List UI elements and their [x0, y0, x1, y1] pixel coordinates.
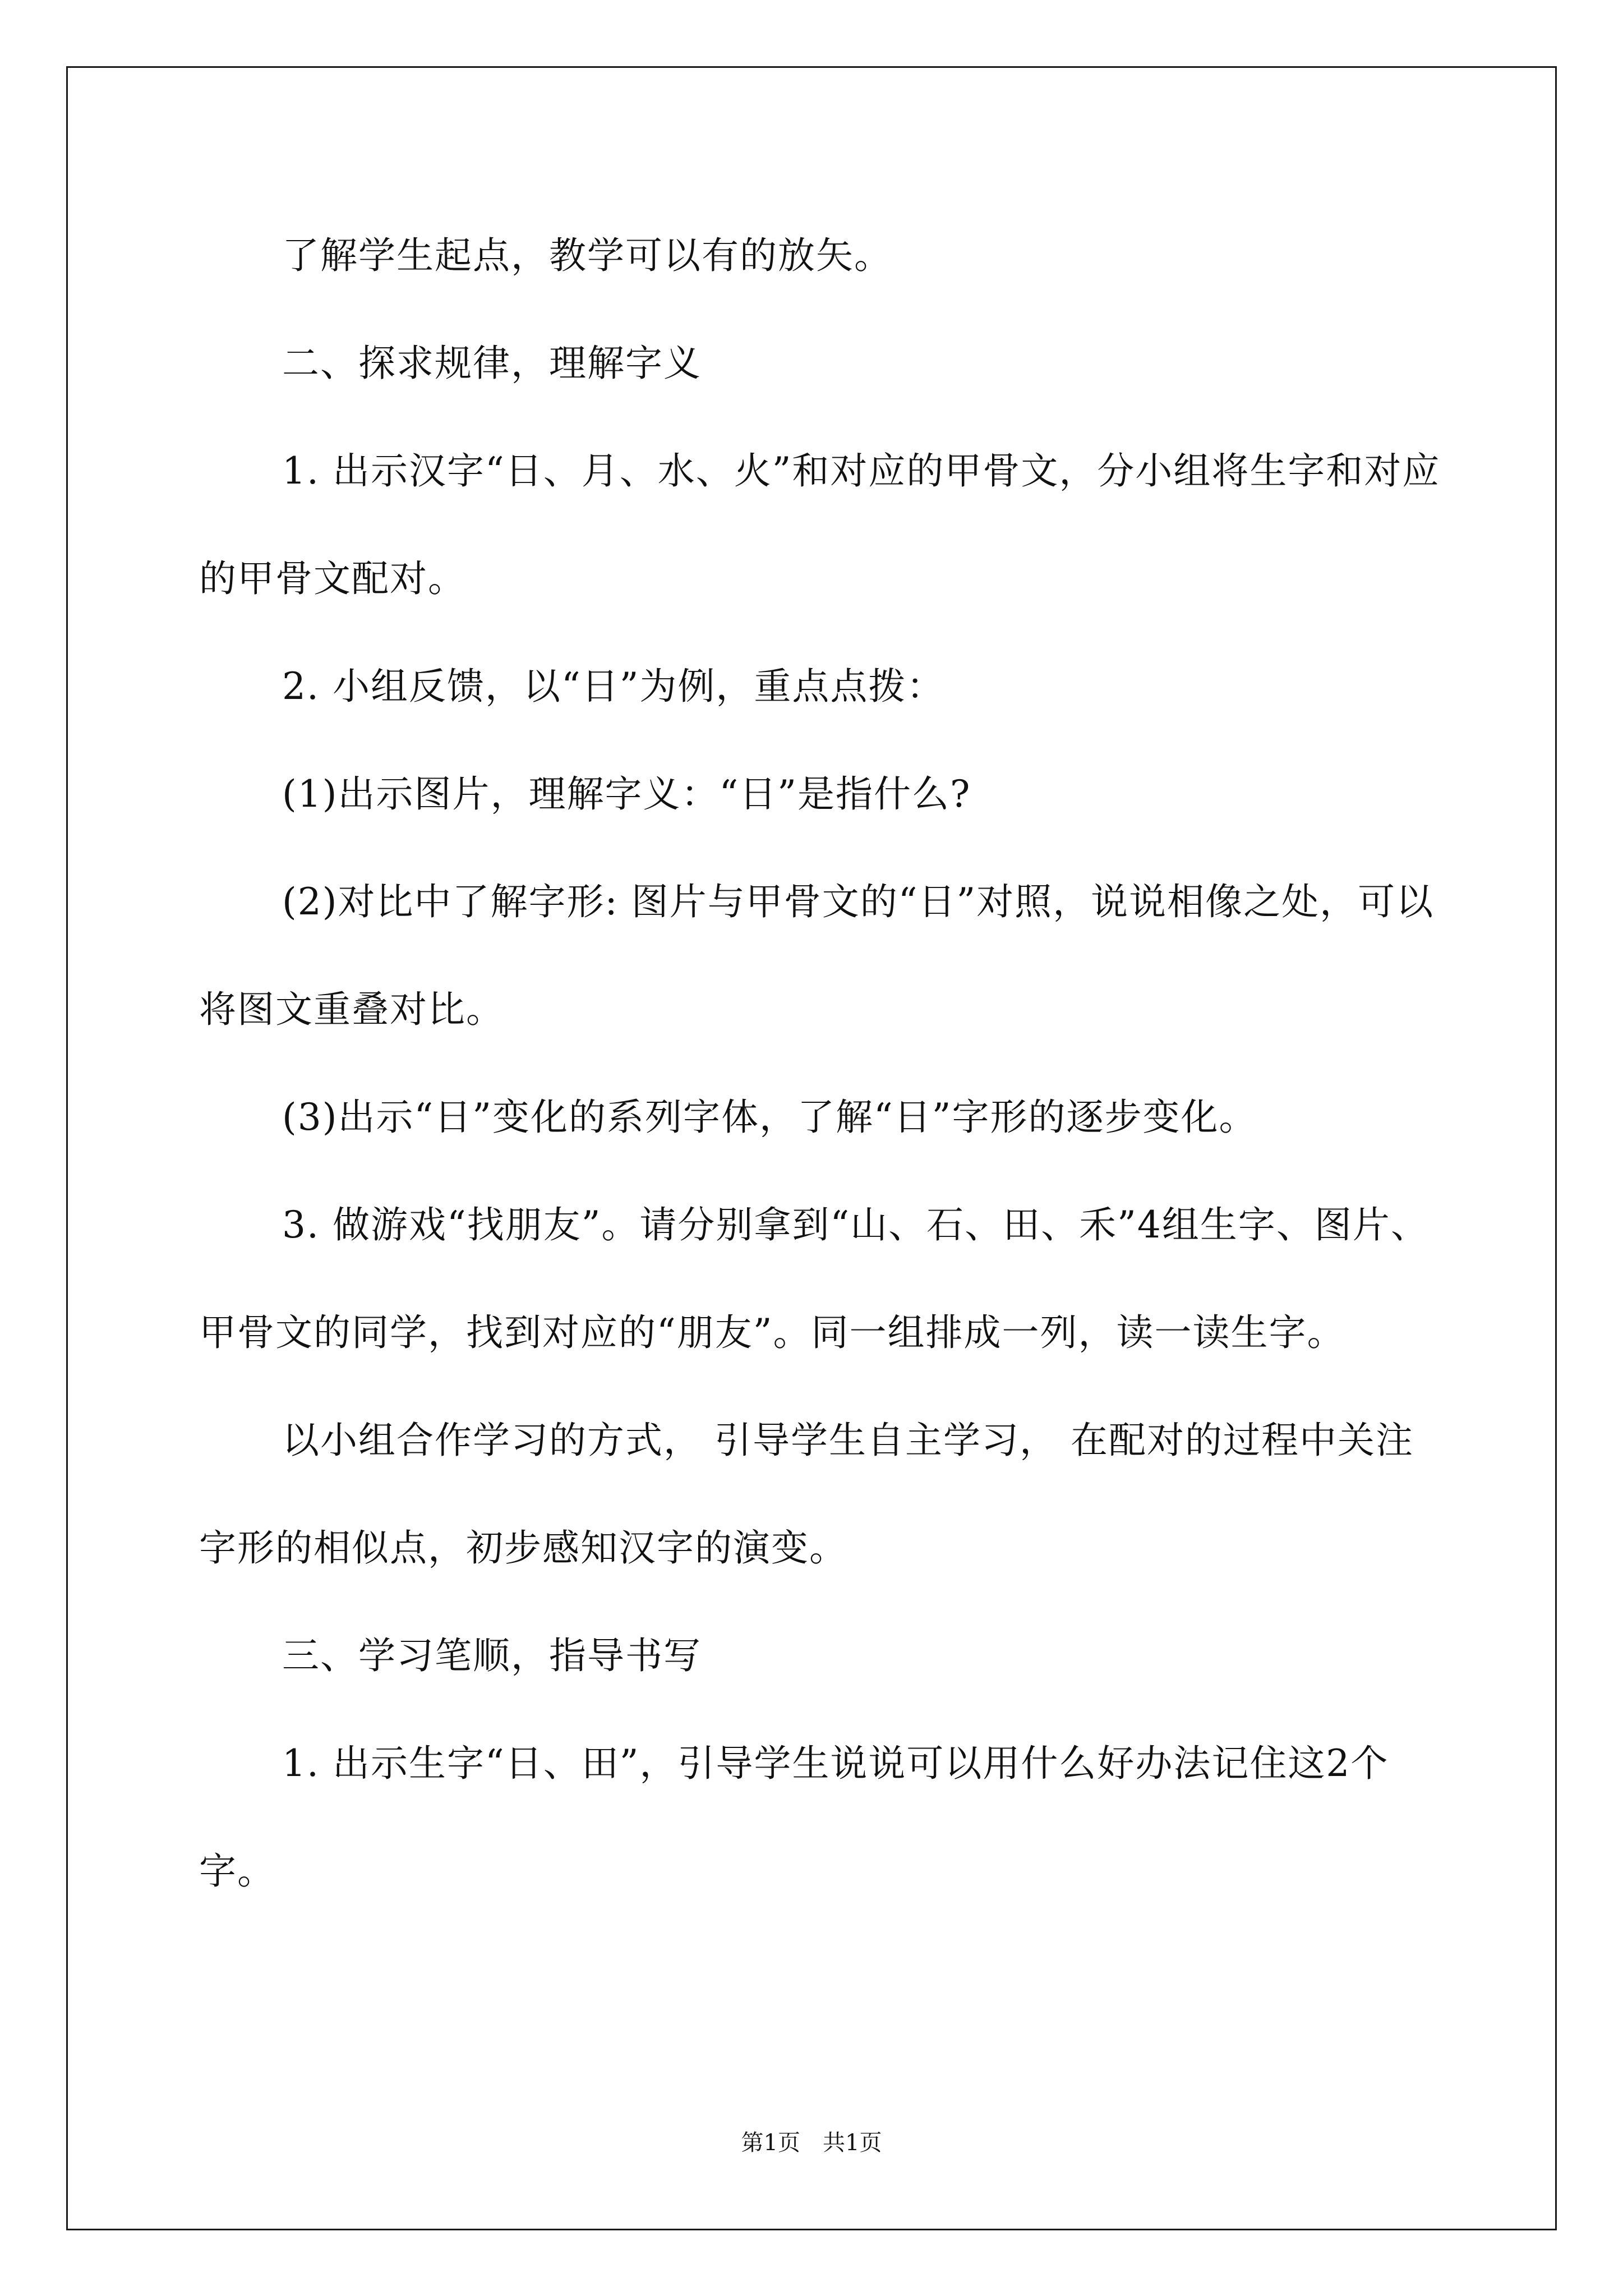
paragraph: 了解学生起点，教学可以有的放矢。 [282, 234, 892, 277]
paragraph: (2)对比中了解字形: 图片与甲骨文的“日”对照，说说相像之处，可以将图文重叠对比。 [199, 880, 1435, 1031]
paragraph: 1. 出示生字“日、田”，引导学生说说可以用什么好办法记住这2个字。 [199, 1742, 1389, 1893]
section-heading: 三、学习笔顺，指导书写 [282, 1634, 702, 1677]
paragraph: 以小组合作学习的方式， 引导学生自主学习， 在配对的过程中关注字形的相似点，初步感知汉字的演变。 [199, 1419, 1414, 1570]
document-body [199, 202, 1444, 1925]
section-heading: 二、探求规律，理解字义 [282, 342, 702, 385]
paragraph: (1)出示图片，理解字义：“日”是指什么? [282, 772, 971, 816]
paragraph: 2. 小组反馈，以“日”为例，重点点拨： [282, 665, 945, 708]
page-footer: 第1页 共1页 [741, 2130, 882, 2156]
paragraph: 1. 出示汉字“日、月、水、火”和对应的甲骨文，分小组将生字和对应的甲骨文配对。 [199, 449, 1441, 600]
paragraph: 3. 做游戏“找朋友”。请分别拿到“山、石、田、禾”4组生字、图片、甲骨文的同学，找到对应的“朋友”。同一组排成一列，读一读生字。 [199, 1203, 1429, 1354]
paragraph: (3)出示“日”变化的系列字体，了解“日”字形的逐步变化。 [282, 1096, 1257, 1139]
